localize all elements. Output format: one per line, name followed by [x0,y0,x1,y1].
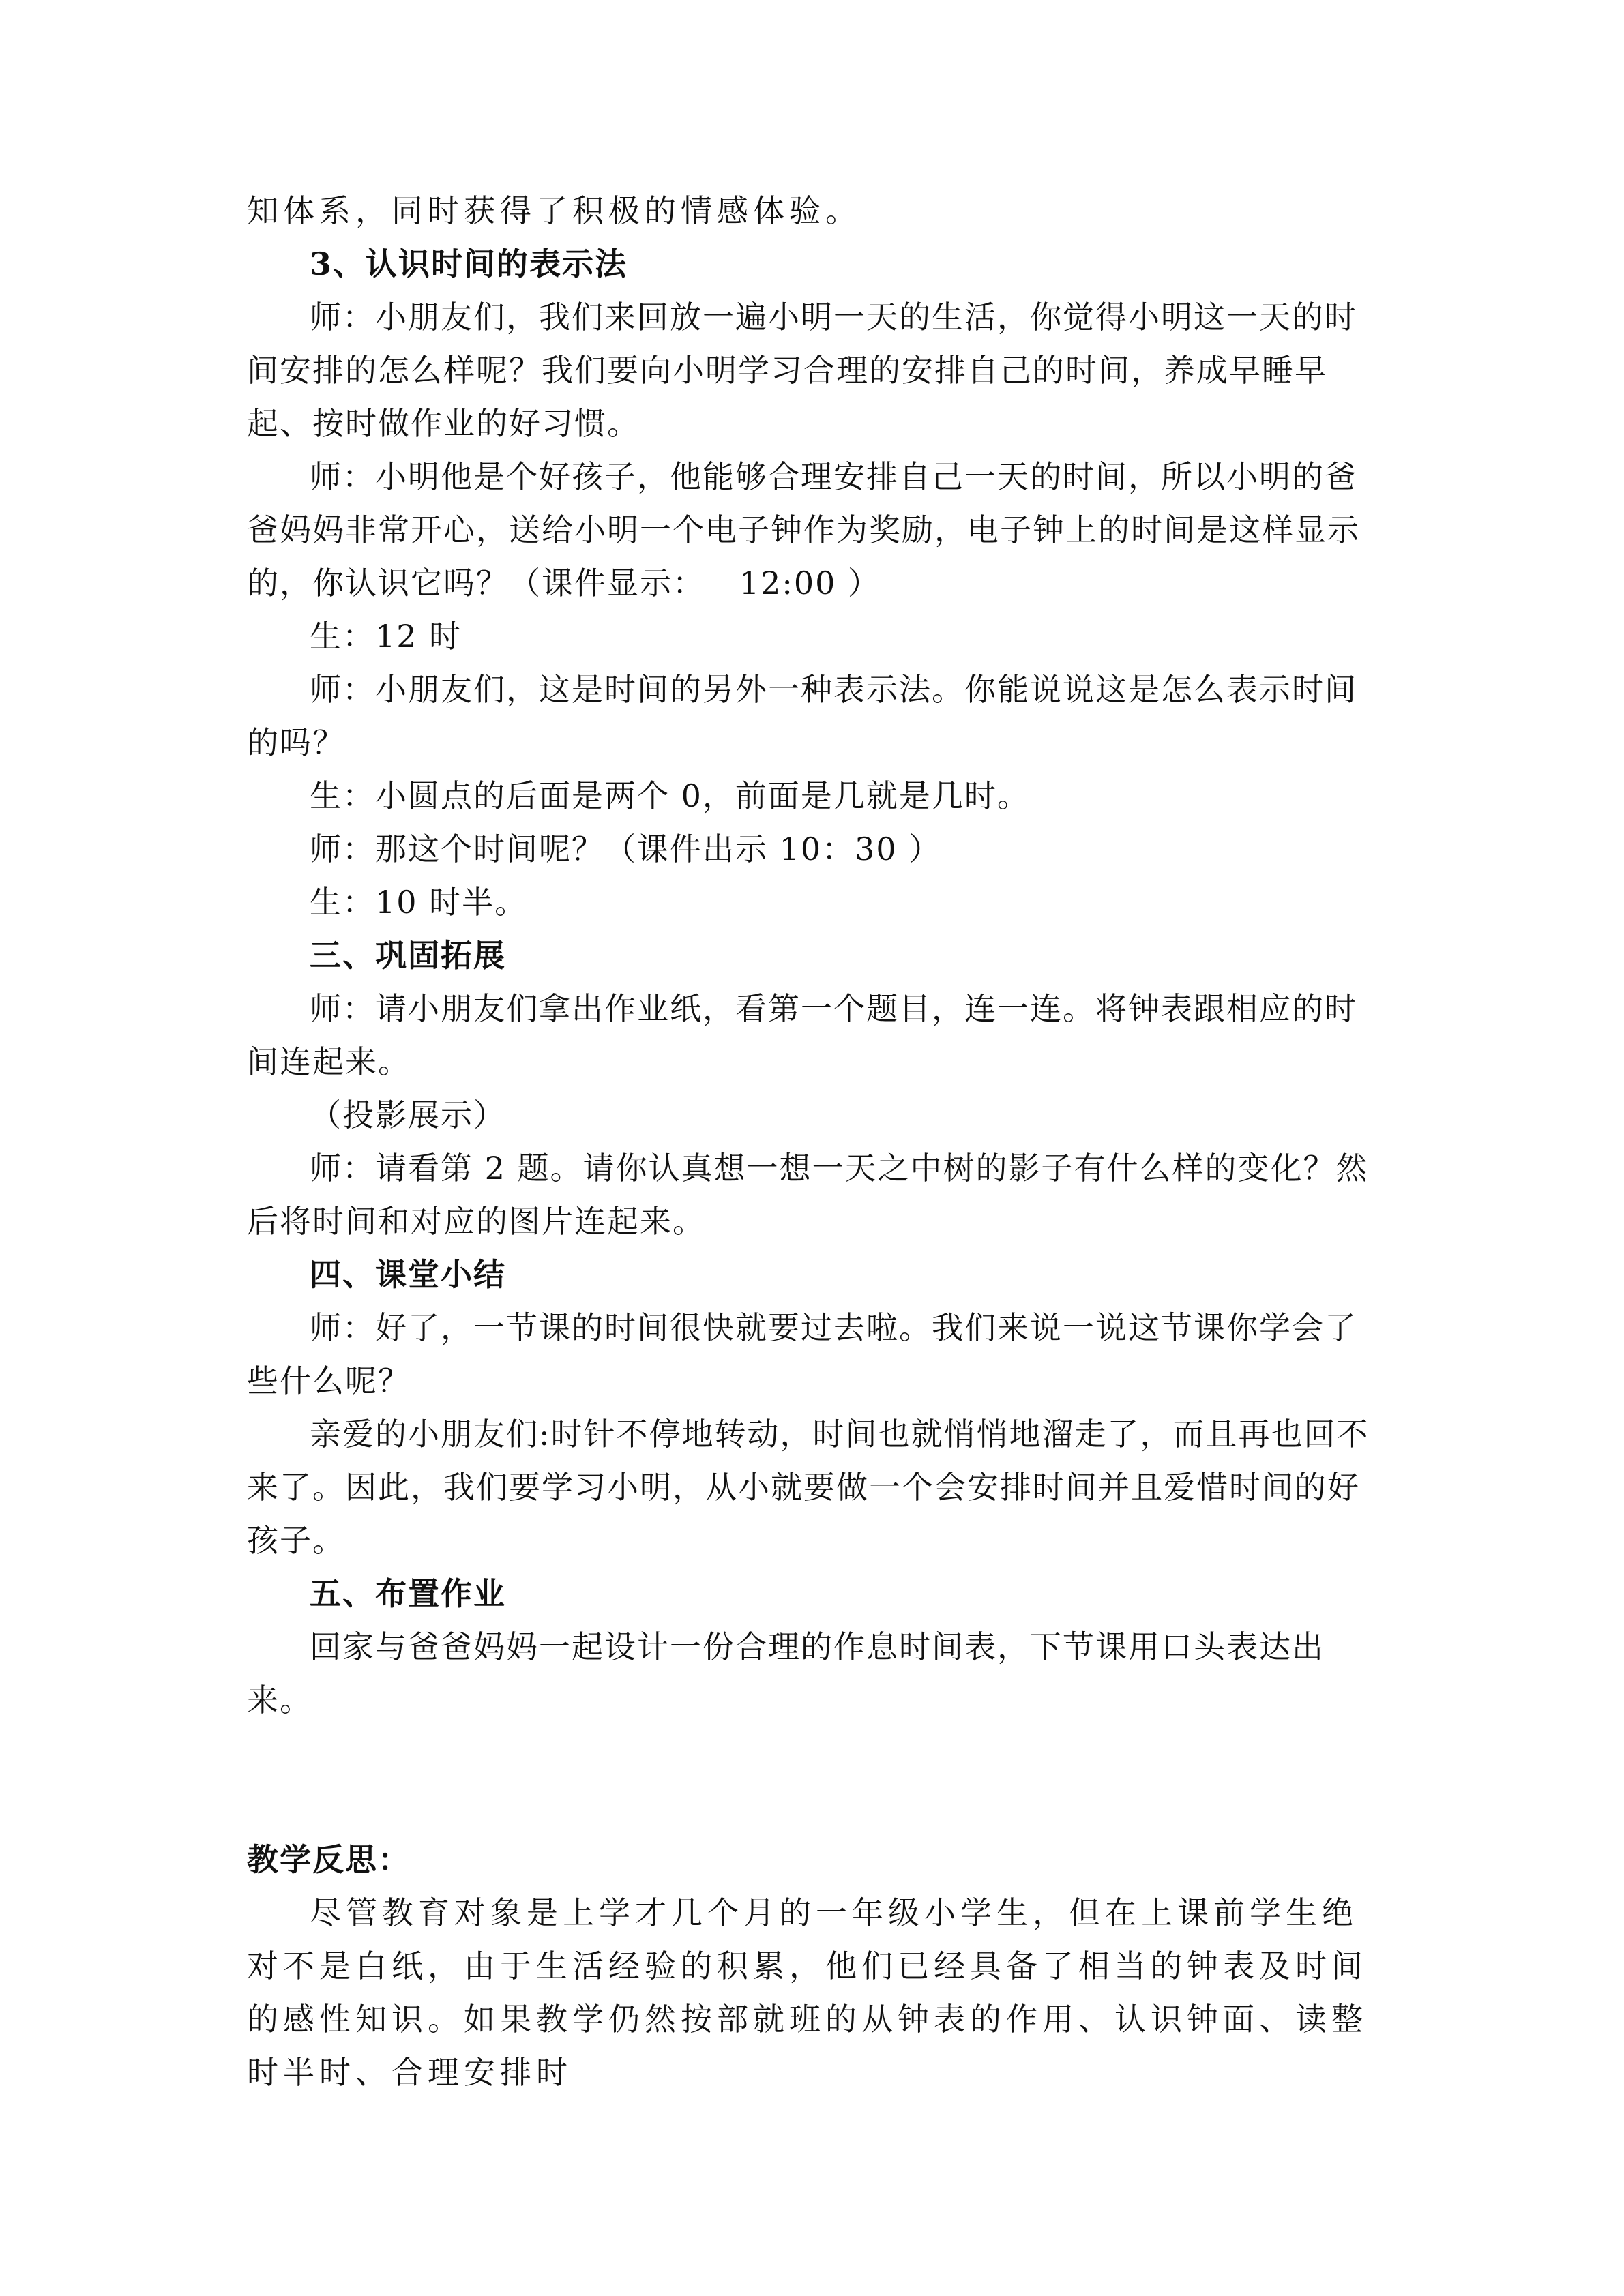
paragraph-student-3: 生：10 时半。 [310,884,528,921]
heading-time-notation: 3、认识时间的表示法 [310,245,628,282]
heading-reflection: 教学反思： [247,1841,411,1878]
paragraph-homework: 回家与爸爸妈妈一起设计一份合理的作息时间表，下节课用口头表达出来。 [247,1628,1325,1718]
paragraph-teacher-2: 师：小明他是个好孩子，他能够合理安排自己一天的时间，所以小明的爸爸妈妈非常开心，送给小明一个电子钟作为奖励，电子钟上的时间是这样显示的，你认识它吗？（课件显示： 12:00 ） [247,458,1360,601]
paragraph-teacher-4: 师：那这个时间呢？（课件出示 10：30 ） [310,831,942,867]
paragraph-teacher-1: 师：小朋友们，我们来回放一遍小明一天的生活，你觉得小明这一天的时间安排的怎么样呢？我们要向小明学习合理的安排自己的时间，养成早睡早起、按时做作业的好习惯。 [247,299,1357,442]
document-page [247,184,1379,2099]
paragraph-teacher-6: 师：请看第 2 题。请你认真想一想一天之中树的影子有什么样的变化？然后将时间和对应的图片连起来。 [247,1150,1369,1240]
paragraph-student-2: 生：小圆点的后面是两个 0，前面是几就是几时。 [310,777,1030,814]
paragraph-teacher-5: 师：请小朋友们拿出作业纸，看第一个题目，连一连。将钟表跟相应的时间连起来。 [247,990,1357,1080]
paragraph-teacher-7: 师：好了，一节课的时间很快就要过去啦。我们来说一说这节课你学会了些什么呢？ [247,1309,1357,1399]
paragraph-student-1: 生：12 时 [310,618,462,655]
paragraph-closing: 亲爱的小朋友们:时针不停地转动，时间也就悄悄地溜走了，而且再也回不来了。因此，我们要学习小明，从小就要做一个会安排时间并且爱惜时间的好孩子。 [247,1416,1370,1559]
heading-summary: 四、课堂小结 [310,1256,506,1293]
paragraph-continuation: 知体系，同时获得了积极的情感体验。 [247,192,861,229]
paragraph-reflection: 尽管教育对象是上学才几个月的一年级小学生，但在上课前学生绝对不是白纸，由于生活经验的积累，他们已经具备了相当的钟表及时间的感性知识。如果教学仍然按部就班的从钟表的作用、认识钟面、读整时半时、合理安排时 [247,1894,1368,2091]
heading-consolidation: 三、巩固拓展 [310,937,506,974]
section-gap [247,1727,1379,1833]
paragraph-projection: （投影展示） [310,1097,506,1133]
heading-homework: 五、布置作业 [310,1575,506,1612]
paragraph-teacher-3: 师：小朋友们，这是时间的另外一种表示法。你能说说这是怎么表示时间的吗？ [247,671,1357,761]
